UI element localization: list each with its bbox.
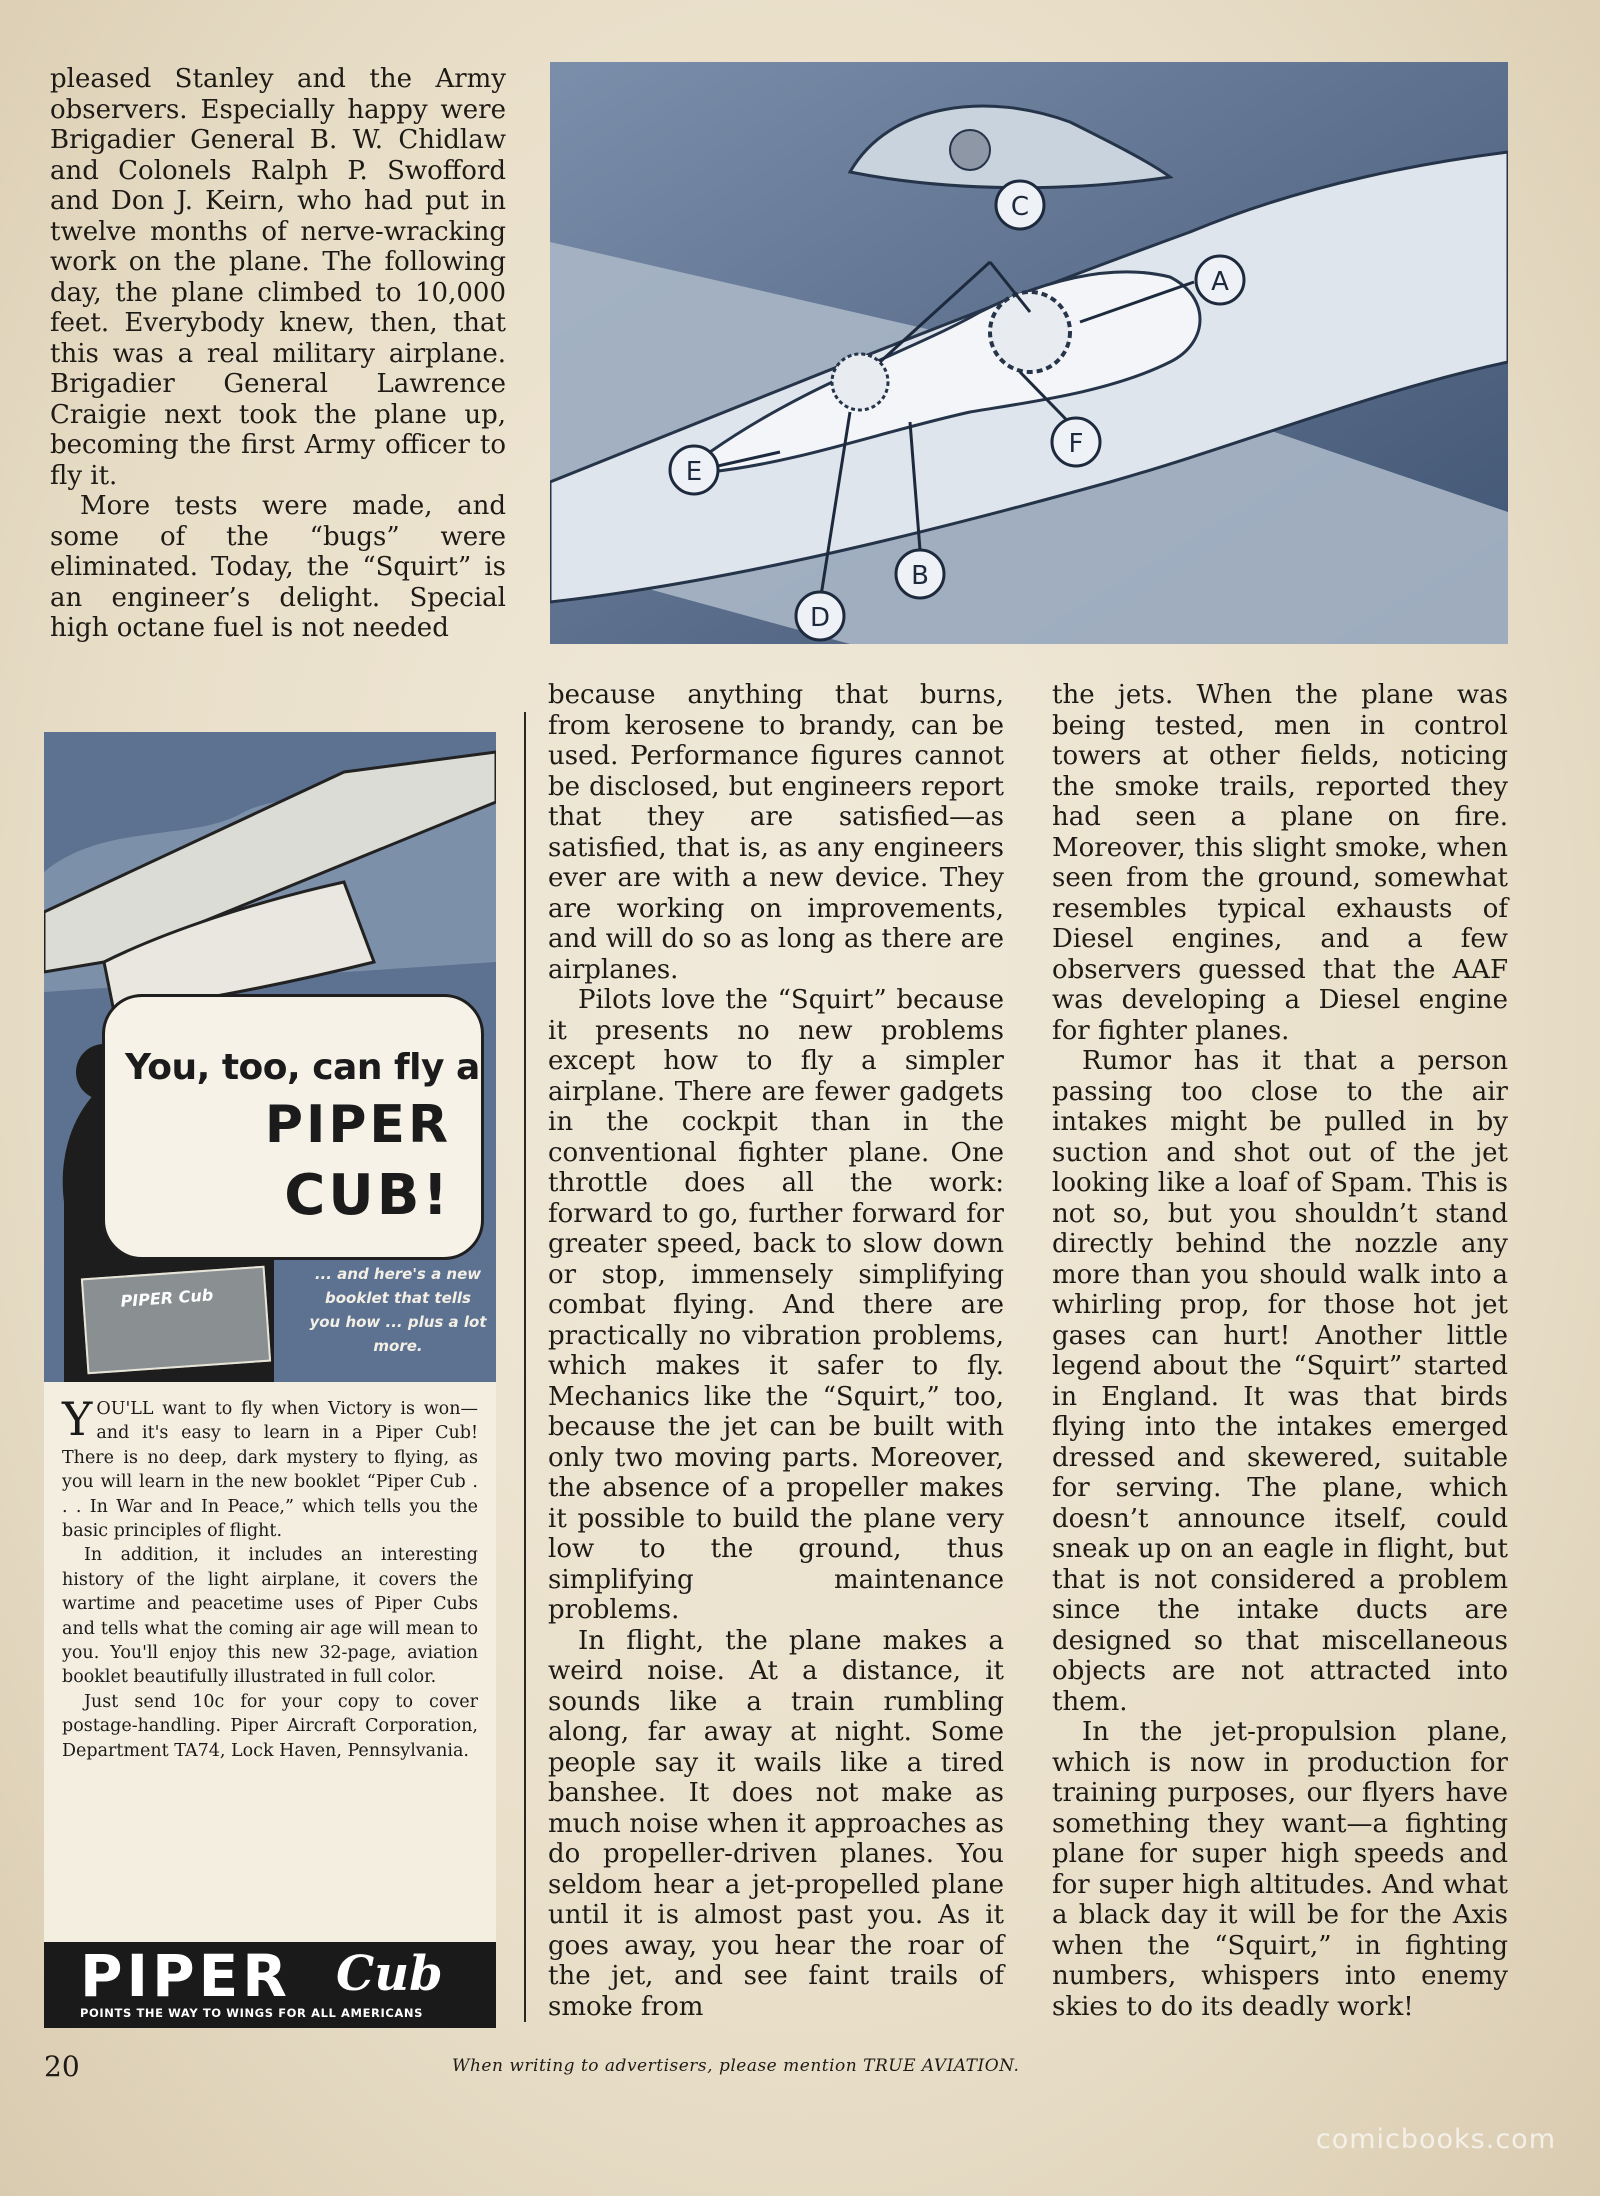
booklet-illustration [81, 1266, 271, 1375]
piper-cub-advertisement [44, 732, 496, 2028]
ad-headline-line-3: CUB! [284, 1163, 451, 1228]
advertiser-note: When writing to advertisers, please mention TRUE AVIATION. [452, 2056, 1020, 2076]
ad-paragraph: In addition, it includes an interesting history of the light airplane, it covers the wartime and peacetime uses of Piper Cubs and tells what the coming air age will mean to you. You'll enjoy this new 32-page, aviation booklet beautifully illustrated in full color. [62, 1545, 478, 1688]
ad-paragraph-text: OU'LL want to fly when Victory is won—and it's easy to learn in a Piper Cub! There is no deep, dark mystery to flying, as you will learn in the new booklet “Piper Cub . . . In War and In Peace,” which tells you the basic principles of flight. [62, 1399, 478, 1542]
logo-wordmark: PIPER [80, 1942, 291, 2010]
pilot-head [950, 130, 990, 170]
article-column-1 [50, 64, 506, 644]
ad-headline-line-2: PIPER [264, 1095, 451, 1155]
article-paragraph: because anything that burns, from kerosene to brandy, can be used. Performance figures cannot be disclosed, but engineers report that they are satisfied—as satisfied, that is, as any engineers ever are with a new device. They are working on improvements, and will do so as long as there are airplanes. [548, 680, 1004, 985]
callout-letter: A [1211, 267, 1229, 297]
logo-tagline: POINTS THE WAY TO WINGS FOR ALL AMERICANS [80, 2006, 424, 2020]
ad-headline-line-1: You, too, can fly a [125, 1047, 480, 1088]
jet-engine-cutaway-illustration [550, 62, 1508, 644]
callout-label-a [1196, 256, 1244, 304]
ad-artwork [44, 732, 496, 1382]
logo-script: Cub [336, 1946, 443, 2002]
article-column-3 [1052, 680, 1508, 2022]
turbine-wheel [832, 354, 888, 410]
booklet-title: PIPER Cub [119, 1285, 214, 1311]
article-paragraph: In the jet-propulsion plane, which is now in production for training purposes, our flyers have something they want—a fighting plane for super high speeds and for super high altitudes. And what a black day it will be for the Axis when the “Squirt,” in fighting numbers, whispers into enemy skies to do its deadly work! [1052, 1717, 1508, 2022]
ad-headline-sign [102, 994, 484, 1260]
callout-letter: E [685, 457, 703, 487]
article-paragraph: More tests were made, and some of the “bugs” were eliminated. Today, the “Squirt” is an engineer’s delight. Special high octane fuel is not needed [50, 491, 506, 643]
callout-label-f [1052, 418, 1100, 466]
column-divider [524, 712, 526, 2022]
ad-paragraph: Just send 10c for your copy to cover postage-handling. Piper Aircraft Corporation, Department TA74, Lock Haven, Pennsylvania. [62, 1691, 478, 1761]
callout-letter: C [1010, 192, 1030, 222]
callout-letter: B [911, 561, 929, 591]
callout-letter: F [1068, 429, 1084, 459]
callout-label-e [670, 446, 718, 494]
callout-letter: D [809, 603, 831, 633]
ad-body-copy [62, 1392, 478, 1763]
article-paragraph: Rumor has it that a person passing too close to the air intakes might be pulled in by suction and shot out of the jet looking like a loaf of Spam. This is not so, but you shouldn’t stand directly behind the nozzle any more than you should walk into a whirling prop, for those hot jet gases can hurt! Another little legend about the “Squirt” started in England. It was that birds flying into the intakes emerged dressed and skewered, suitable for serving. The plane, which doesn’t announce itself, could sneak up on an eagle in flight, but that is not considered a problem since the intake ducts are designed so that miscellaneous objects are not attracted into them. [1052, 1046, 1508, 1717]
article-paragraph: Pilots love the “Squirt” because it presents no new problems except how to fly a simpler airplane. There are fewer gadgets in the cockpit than in the conventional fighter plane. One throttle does all the work: forward to go, further forward for greater speed, back to slow down or stop, immensely simplifying combat flying. And there are practically no vibration problems, which makes it safer to fly. Mechanics like the “Squirt,” too, because the jet can be built with only two moving parts. Moreover, the absence of a propeller makes it possible to build the plane very low to the ground, thus simplifying maintenance problems. [548, 985, 1004, 1625]
article-paragraph: pleased Stanley and the Army observers. Especially happy were Brigadier General B. W. Chidlaw and Colonels Ralph P. Swofford and Don J. Keirn, who had put in twelve months of nerve-wracking work on the plane. The following day, the plane climbed to 10,000 feet. Everybody knew, then, that this was a real military airplane. Brigadier General Lawrence Craigie next took the plane up, becoming the first Army officer to fly it. [50, 64, 506, 491]
article-paragraph: In flight, the plane makes a weird noise. At a distance, it sounds like a train rumbling along, far away at night. Some people say it wails like a tired banshee. It does not make as much noise when it approaches as do propeller-driven planes. You seldom hear a jet-propelled plane until it is almost past you. As it goes away, you hear the roar of the jet, and see faint trails of smoke from [548, 1625, 1004, 2022]
ad-paragraph [62, 1392, 478, 1543]
callout-label-c [996, 181, 1044, 229]
watermark: comicbooks.com [1315, 2124, 1556, 2155]
drop-cap: Y [62, 1392, 93, 1446]
callout-label-d [796, 592, 844, 640]
article-paragraph: the jets. When the plane was being tested, men in control towers at other fields, noticing the smoke trails, reported they had seen a plane on fire. Moreover, this slight smoke, when seen from the ground, somewhat resembles typical exhausts of Diesel engines, and a few observers guessed that the AAF was developing a Diesel engine for fighter planes. [1052, 680, 1508, 1046]
callout-label-b [896, 550, 944, 598]
piper-cub-logo-bar [44, 1942, 496, 2028]
page-number: 20 [44, 2050, 80, 2083]
article-column-2 [548, 680, 1004, 2022]
jet-diagram-svg [550, 62, 1508, 644]
compressor-wheel [990, 292, 1070, 372]
ad-side-copy: ... and here's a new booklet that tells you how ... plus a lot more. [309, 1265, 487, 1355]
